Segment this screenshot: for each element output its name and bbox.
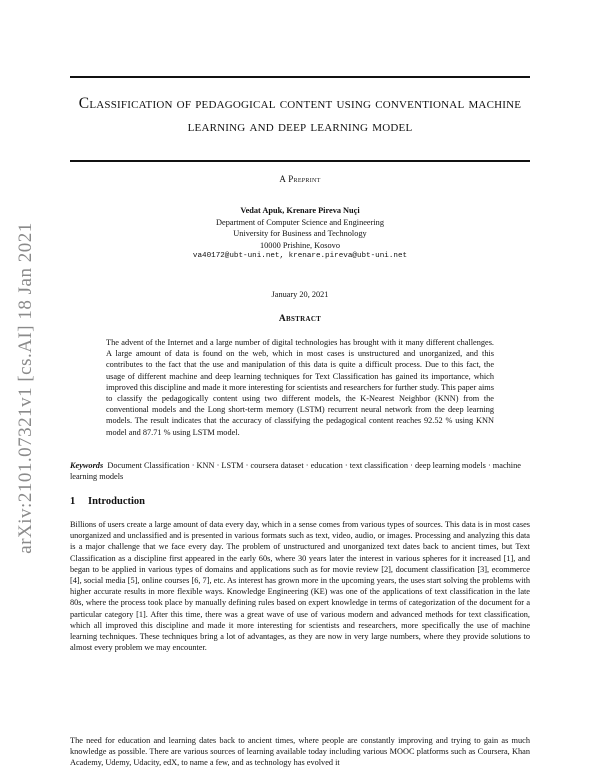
section-number: 1 (70, 496, 76, 507)
author-emails: va40172@ubt-uni.net, krenare.pireva@ubt-uni.net (192, 252, 408, 261)
section-title: Introduction (88, 496, 145, 507)
abstract-text: The advent of the Internet and a large number of digital technologies has brought with it many different challenges. A large amount of data is found on the web, which in most cases is unstructured and unorganized, and this contributes to the fact that the use and manipulation of this data is quite a difficult process. Due to this fact, the usage of different machine and deep learning techniques for Text Classification has gained its importance, which improved this discipline and made it more interesting for scientists and researchers for further study. This paper aims to classify the pedagogically content using two different models, the K-Nearest Neighbor (KNN) from the conventional models and the Long short-term memory (LSTM) recurrent neural network from the deep learning models. The result indicates that the accuracy of classifying the pedagogical content reaches 92.52 % using KNN model and 87.71 % using LSTM model. (106, 338, 494, 437)
author-location: 10000 Prishine, Kosovo (260, 240, 340, 250)
abstract-heading: Abstract (278, 314, 322, 324)
body-paragraph: The need for education and learning dates back to ancient times, where people are constantly improving and trying to gain as much knowledge as possible. There are various sources of learning available today including various MOOC platforms such as Coursera, Khan Academy, Udemy, Udacity, edX, to name a few, and as technology has evolved it (70, 736, 530, 768)
author-department: Department of Computer Science and Engineering (216, 217, 384, 227)
title-rule-bottom (70, 160, 530, 162)
author-names: Vedat Apuk, Krenare Pireva Nuçi (240, 206, 360, 215)
paper-title: Classification of pedagogical content using conventional machine learning and deep learning model (78, 95, 522, 135)
author-block (70, 205, 530, 263)
keywords-line (70, 460, 530, 482)
title-rule-top (70, 76, 530, 78)
preprint-label: A Preprint (279, 174, 321, 184)
author-university: University for Business and Technology (233, 229, 367, 239)
keywords-text: Document Classification · KNN · LSTM · coursera dataset · education · text classification · deep learning models · machine learning models (70, 461, 521, 482)
keywords-label: Keywords (70, 461, 104, 470)
section-heading (70, 496, 530, 507)
paper-date: January 20, 2021 (271, 290, 329, 299)
body-paragraph: Billions of users create a large amount of data every day, which in a sense comes from various types of sources. This data is in most cases unorganized and unclassified and is presented in various formats such as text, video, audio, or images. Processing and analyzing this data is a major challenge that we face every day. The problem of unstructured and unorganized text dates back to ancient times, but Text Classification as a discipline first appeared in the early 60s, where 30 years later the interest in various spheres for it increased [1], and began to be applied in various types of domains and applications such as for movie review [2], document classification [3], ecommerce [4], social media [5], online courses [6, 7], etc. As interest has grown more in the upcoming years, the uses start solving the problems with higher accurate results in more flexible ways. Knowledge Engineering (KE) was one of the applications of text classification in the late 80s, where the process took place by manually defining rules based on expert knowledge in terms of categorization of the document for a particular category [1]. After this time, there was a great wave of use of various modern and advanced methods for text classification, which all improved this discipline and made it more interesting for scientists and researchers, more specifically the use of machine learning techniques. These techniques bring a lot of advantages, as they are now in very large numbers, where they provide solutions to almost every problem we may encounter. (70, 520, 530, 653)
arxiv-stamp-text: arXiv:2101.07321v1 [cs.AI] 18 Jan 2021 (15, 222, 36, 554)
